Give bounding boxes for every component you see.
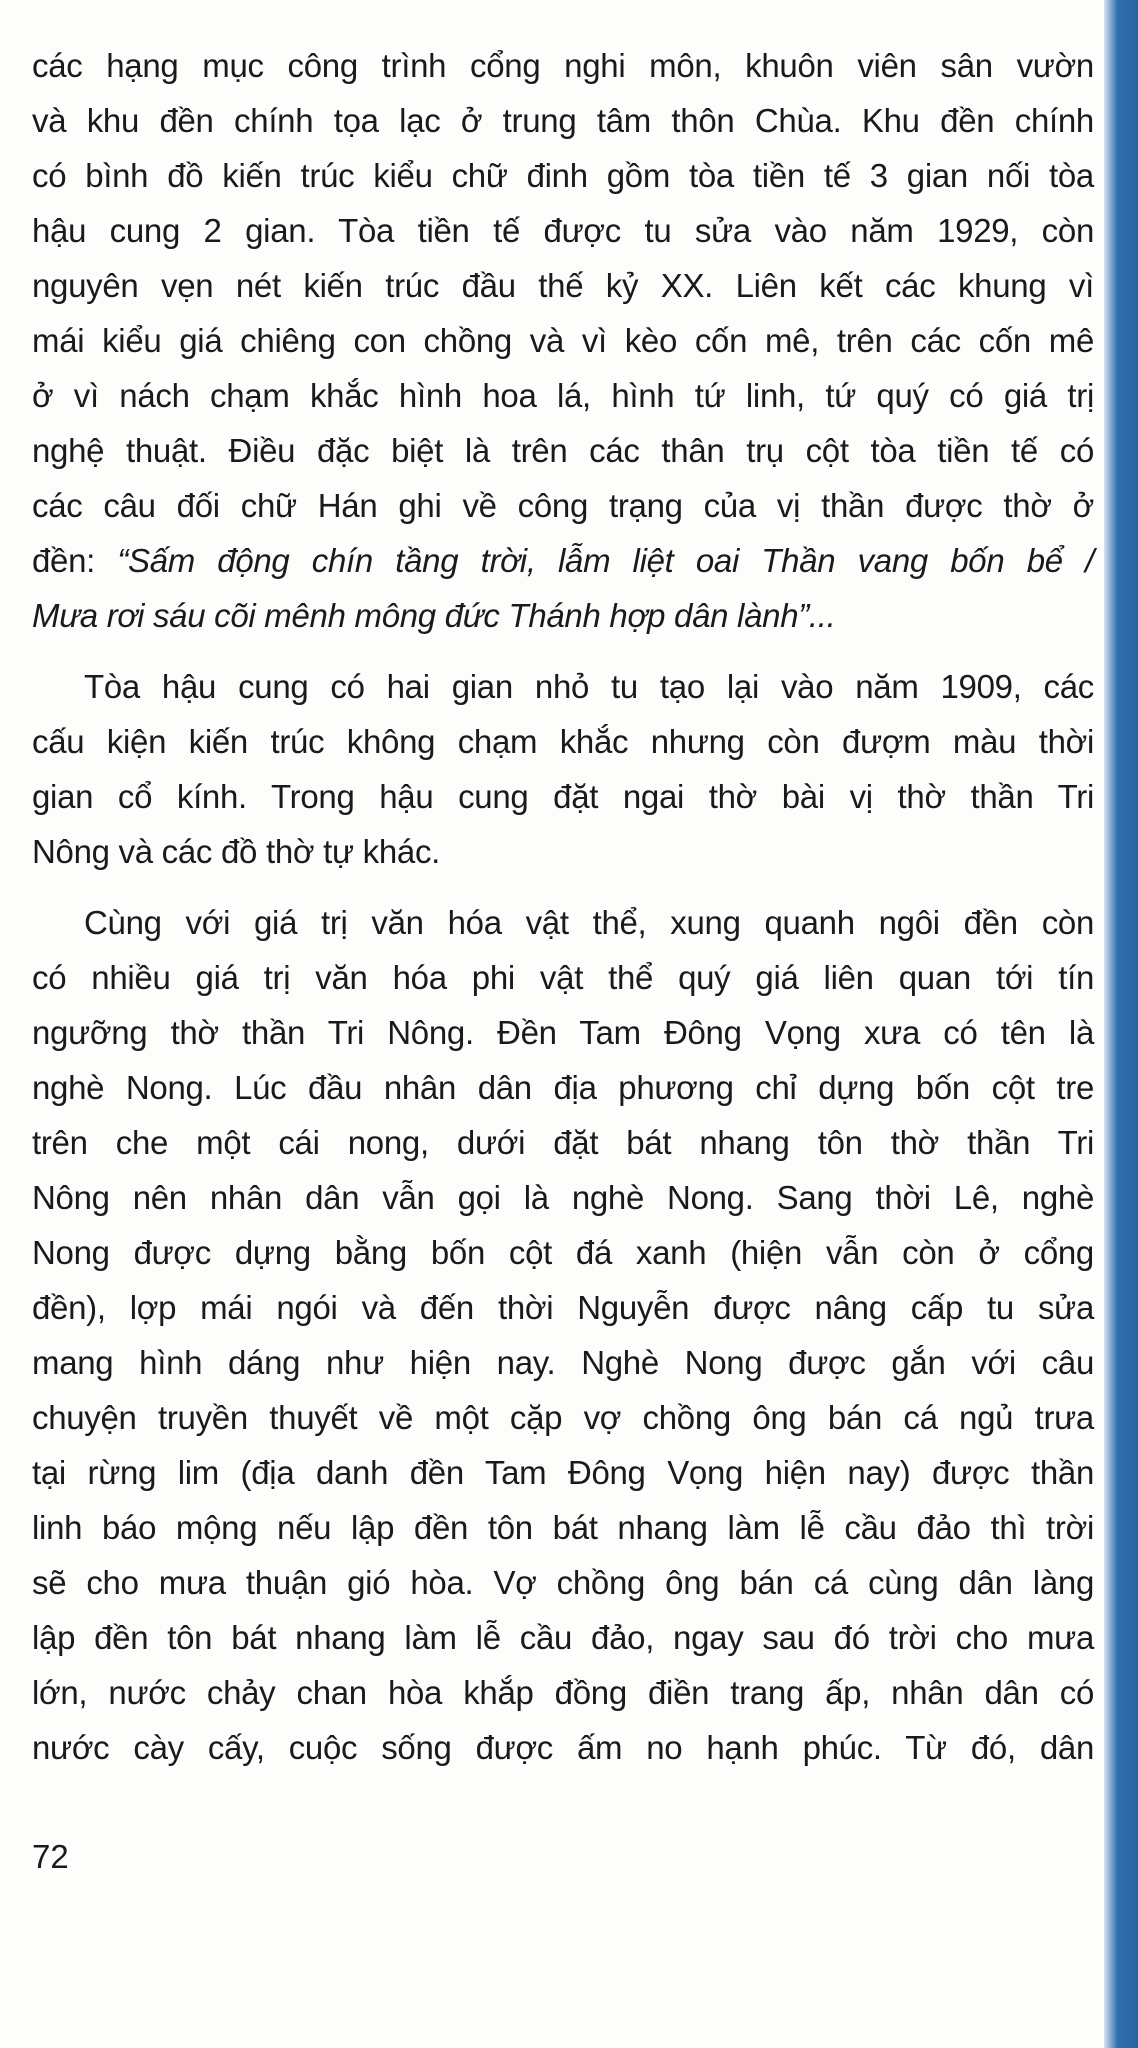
text-line: đền), lợp mái ngói và đến thời Nguyễn được nâng cấp tu sửa: [32, 1289, 1094, 1326]
quote-text: “Sấm động chín tầng trời, lẫm liệt oai Thần vang bốn bể /: [117, 542, 1094, 579]
text-line: chuyện truyền thuyết về một cặp vợ chồng ông bán cá ngủ trưa: [32, 1399, 1094, 1436]
quote-prefix: đền:: [32, 542, 118, 579]
text-line: nghè Nong. Lúc đầu nhân dân địa phương chỉ dựng bốn cột tre: [32, 1069, 1094, 1106]
text-line: sẽ cho mưa thuận gió hòa. Vợ chồng ông bán cá cùng dân làng: [32, 1564, 1094, 1601]
text-line: lập đền tôn bát nhang làm lễ cầu đảo, ngay sau đó trời cho mưa: [32, 1619, 1094, 1656]
paragraph-3: [32, 895, 1094, 1775]
text-line: mang hình dáng như hiện nay. Nghè Nong được gắn với câu: [32, 1344, 1094, 1381]
text-line: linh báo mộng nếu lập đền tôn bát nhang làm lễ cầu đảo thì trời: [32, 1509, 1094, 1546]
paragraph-1: [32, 38, 1094, 643]
page-body: [32, 38, 1094, 1775]
text-line: ngưỡng thờ thần Tri Nông. Đền Tam Đông Vọng xưa có tên là: [32, 1014, 1094, 1051]
text-line: Nông nên nhân dân vẫn gọi là nghè Nong. Sang thời Lê, nghè: [32, 1179, 1094, 1216]
text-line: Nong được dựng bằng bốn cột đá xanh (hiện vẫn còn ở cổng: [32, 1234, 1094, 1271]
text-line: nghệ thuật. Điều đặc biệt là trên các thân trụ cột tòa tiền tế có: [32, 432, 1094, 469]
text-line: Nông và các đồ thờ tự khác.: [32, 833, 441, 870]
text-line: các câu đối chữ Hán ghi về công trạng của vị thần được thờ ở: [32, 487, 1094, 524]
text-line: tại rừng lim (địa danh đền Tam Đông Vọng hiện nay) được thần: [32, 1454, 1094, 1491]
book-edge: [1104, 0, 1138, 2048]
text-line: và khu đền chính tọa lạc ở trung tâm thôn Chùa. Khu đền chính: [32, 102, 1094, 139]
text-line: [32, 533, 1094, 588]
text-line: nguyên vẹn nét kiến trúc đầu thế kỷ XX. Liên kết các khung vì: [32, 267, 1094, 304]
paragraph-2: [32, 659, 1094, 879]
text-line: hậu cung 2 gian. Tòa tiền tế được tu sửa vào năm 1929, còn: [32, 212, 1094, 249]
quote-text: Mưa rơi sáu cõi mênh mông đức Thánh hợp dân lành”...: [32, 597, 836, 634]
text-line: nước cày cấy, cuộc sống được ấm no hạnh phúc. Từ đó, dân: [32, 1729, 1094, 1766]
text-line: mái kiểu giá chiêng con chồng và vì kèo cốn mê, trên các cốn mê: [32, 322, 1094, 359]
text-line: ở vì nách chạm khắc hình hoa lá, hình tứ linh, tứ quý có giá trị: [32, 377, 1094, 414]
text-line: lớn, nước chảy chan hòa khắp đồng điền trang ấp, nhân dân có: [32, 1674, 1094, 1711]
text-line: các hạng mục công trình cổng nghi môn, khuôn viên sân vườn: [32, 47, 1094, 84]
page-number: 72: [32, 1838, 69, 1875]
text-line: có nhiều giá trị văn hóa phi vật thể quý giá liên quan tới tín: [32, 959, 1094, 996]
text-line: có bình đồ kiến trúc kiểu chữ đinh gồm tòa tiền tế 3 gian nối tòa: [32, 157, 1094, 194]
text-line: gian cổ kính. Trong hậu cung đặt ngai thờ bài vị thờ thần Tri: [32, 778, 1094, 815]
text-line: trên che một cái nong, dưới đặt bát nhang tôn thờ thần Tri: [32, 1124, 1094, 1161]
text-line: Tòa hậu cung có hai gian nhỏ tu tạo lại vào năm 1909, các: [84, 668, 1094, 705]
text-line: cấu kiện kiến trúc không chạm khắc nhưng còn đượm màu thời: [32, 723, 1094, 760]
text-line: Cùng với giá trị văn hóa vật thể, xung quanh ngôi đền còn: [84, 904, 1094, 941]
